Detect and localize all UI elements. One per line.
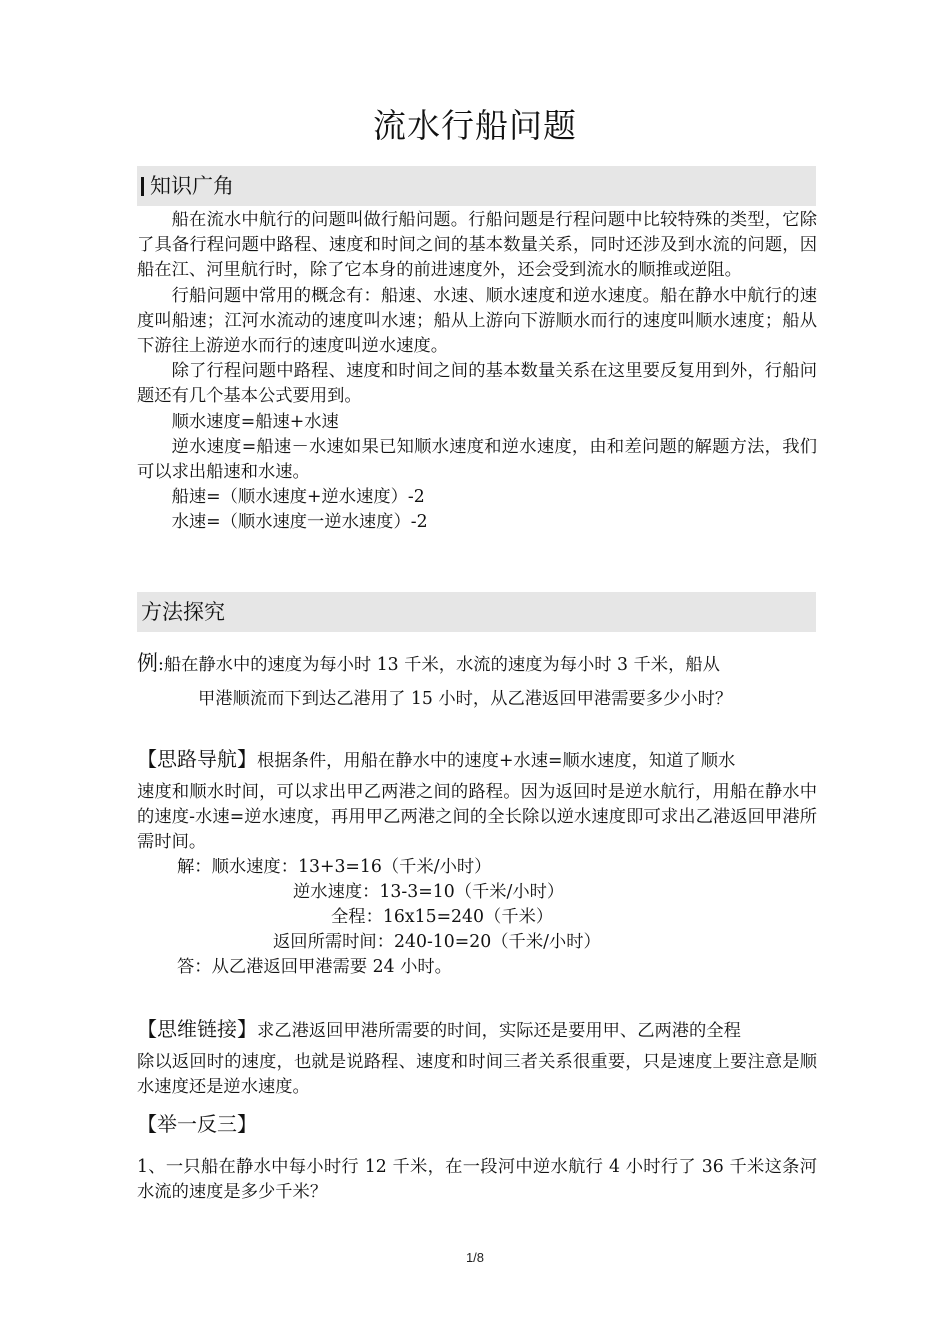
page-title: 流水行船问题: [373, 106, 577, 145]
solution-line: 全程：16x15=240（千米）: [331, 907, 554, 927]
formula: 顺水速度=船速+水速: [171, 411, 339, 432]
example-text: :船在静水中的速度为每小时 13 千米，水流的速度为每小时 3 千米，船从: [158, 655, 720, 675]
example-label: 例: [137, 651, 158, 675]
link-rest: 除以返回时的速度，也就是说路程、速度和时间三者关系很重要，只是速度上要注意是顺水速度还是逆水速度。: [137, 1052, 817, 1098]
link-label: 【思维链接】: [137, 1017, 257, 1041]
paragraph: 除了行程问题中路程、速度和时间之间的基本数量关系在这里要反复用到外，行船问题还有几个基本公式要用到。: [137, 361, 817, 407]
solution-line: 解：顺水速度：13+3=16（千米/小时）: [177, 857, 492, 877]
example-line-2: 甲港顺流而下到达乙港用了 15 小时，从乙港返回甲港需要多少小时？: [198, 689, 733, 709]
practice-heading: [137, 1112, 817, 1139]
practice-label: 【举一反三】: [137, 1112, 257, 1136]
section-heading-knowledge: [137, 166, 816, 206]
paragraph: 船在流水中航行的问题叫做行船问题。行船问题是行程问题中比较特殊的类型，它除了具备行程问题中路程、速度和时间之间的基本数量关系，同时还涉及到水流的问题，因船在江、河里航行时，除了它本身的前进速度外，还会受到流水的顺推或逆阻。: [137, 210, 817, 281]
paragraph: 行船问题中常用的概念有：船速、水速、顺水速度和逆水速度。船在静水中航行的速度叫船速；江河水流动的速度叫水速；船从上游向下游顺水而行的速度叫顺水速度；船从下游往上游逆水而行的速度叫逆水速度。: [137, 285, 817, 357]
example-line: [137, 648, 827, 680]
solution-line: 逆水速度：13-3=10（千米/小时）: [293, 882, 565, 902]
formula-paragraph: 逆水速度=船速－水速如果已知顺水速度和逆水速度，由和差问题的解题方法，我们可以求出船速和水速。: [137, 436, 817, 483]
section-heading-method: [137, 592, 816, 632]
formula: 水速=（顺水速度一逆水速度）-2: [171, 512, 428, 533]
heading-bar-marker: [141, 177, 144, 196]
guide-rest: 速度和顺水时间，可以求出甲乙两港之间的路程。因为返回时是逆水航行，用船在静水中的速度-水速=逆水速度，再用甲乙两港之间的全长除以逆水速度即可求出乙港返回甲港所需时间。: [137, 782, 817, 853]
section-heading-text: 知识广角: [150, 174, 234, 198]
link-first-line: [137, 1014, 817, 1046]
knowledge-body: [137, 208, 817, 536]
section-heading-text: 方法探究: [141, 600, 225, 624]
page-number: 1/8: [465, 1250, 485, 1265]
practice-question: [137, 1155, 817, 1205]
guide-text: 根据条件，用船在静水中的速度+水速=顺水速度，知道了顺水: [257, 751, 736, 771]
answer-line: 答：从乙港返回甲港需要 24 小时。: [177, 957, 452, 977]
example-block: [137, 648, 827, 714]
question-text: 1、一只船在静水中每小时行 12 千米，在一段河中逆水航行 4 小时行了 36 千米这条河水流的速度是多少千米？: [137, 1157, 817, 1203]
solution-line: 返回所需时间：240-10=20（千米/小时）: [273, 932, 601, 952]
guide-first-line: [137, 744, 817, 776]
formula: 船速=（顺水速度+逆水速度）-2: [171, 487, 425, 508]
thinking-guide: [137, 744, 817, 856]
guide-label: 【思路导航】: [137, 747, 257, 771]
link-text: 求乙港返回甲港所需要的时间，实际还是要用甲、乙两港的全程: [257, 1021, 741, 1041]
thinking-link: [137, 1014, 817, 1100]
